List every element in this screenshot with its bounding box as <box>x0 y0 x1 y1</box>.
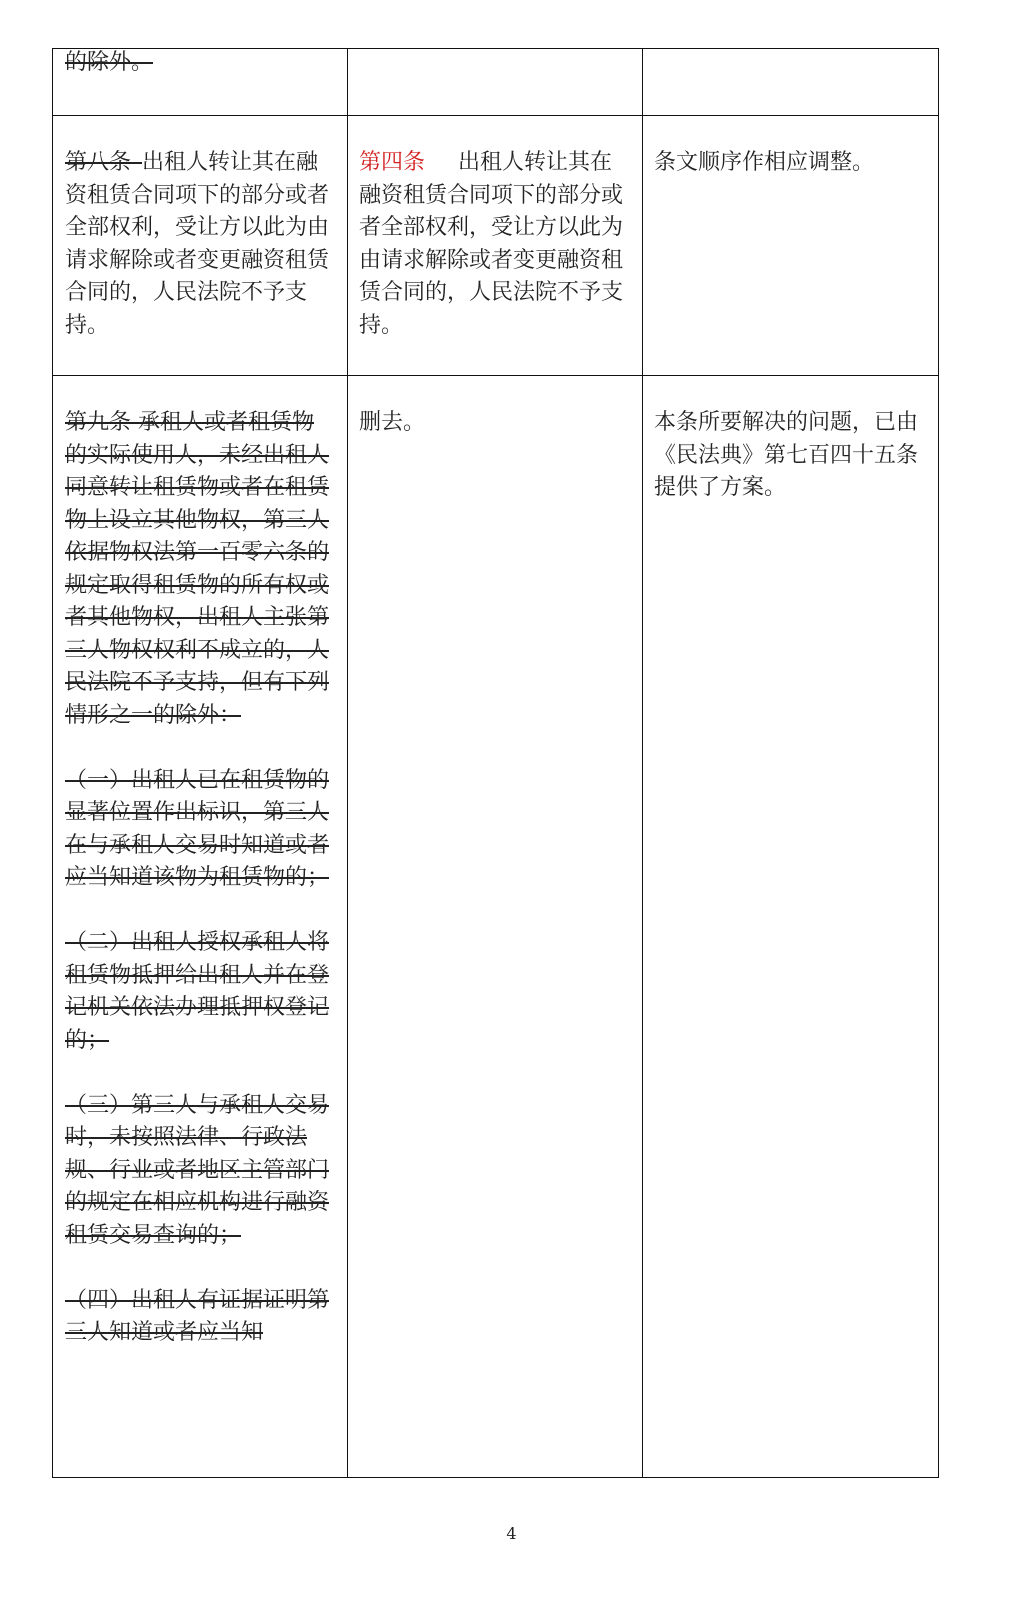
deleted-text: 的除外。 <box>65 50 154 75</box>
article-4-paragraph <box>359 147 630 342</box>
article-8-body: 出租人转让其在融资租赁合同项下的部分或者全部权利，受让方以此为由请求解除或者变更融资租赁合同的，人民法院不予支持。 <box>65 150 330 338</box>
comparison-table <box>52 48 939 1478</box>
row2-new-text <box>347 115 642 375</box>
row2-note <box>642 115 938 375</box>
row3-new-text <box>347 375 642 1479</box>
deleted-article-label: 第八条 <box>65 150 132 175</box>
row3-note <box>642 375 938 1479</box>
deleted-item-1: （一）出租人已在租赁物的显著位置作出标识，第三人在与承租人交易时知道或者应当知道该物为租赁物的； <box>65 767 330 890</box>
article-4-body: 出租人转让其在融资租赁合同项下的部分或者全部权利，受让方以此为由请求解除或者变更融资租赁合同的，人民法院不予支持。 <box>359 150 624 338</box>
deleted-item-3: （三）第三人与承租人交易时，未按照法律、行政法规、行业或者地区主管部门的规定在相应机构进行融资租赁交易查询的； <box>65 1092 330 1248</box>
page-number: 4 <box>506 1524 517 1543</box>
row1-old-text <box>53 49 347 115</box>
note-text: 条文顺序作相应调整。 <box>654 150 875 175</box>
deleted-article-9: 第九条 承租人或者租赁物的实际使用人，未经出租人同意转让租赁物或者在租赁物上设立其他物权，第三人依据物权法第一百零六条的规定取得租赁物的所有权或者其他物权，出租人主张第三人物权权利不成立的，人民法院不予支持，但有下列情形之一的除外： <box>65 410 330 728</box>
article-8-paragraph <box>65 147 335 342</box>
row3-old-text <box>53 375 347 1479</box>
new-article-label: 第四条 <box>359 150 426 175</box>
deleted-item-2: （二）出租人授权承租人将租赁物抵押给出租人并在登记机关依法办理抵押权登记的； <box>65 930 330 1053</box>
note-text: 本条所要解决的问题，已由《民法典》第七百四十五条提供了方案。 <box>654 410 919 500</box>
row2-old-text <box>53 115 347 375</box>
deleted-spacer <box>131 150 142 175</box>
deleted-item-4: （四）出租人有证据证明第三人知道或者应当知 <box>65 1287 330 1345</box>
deleted-marker: 删去。 <box>359 410 426 435</box>
